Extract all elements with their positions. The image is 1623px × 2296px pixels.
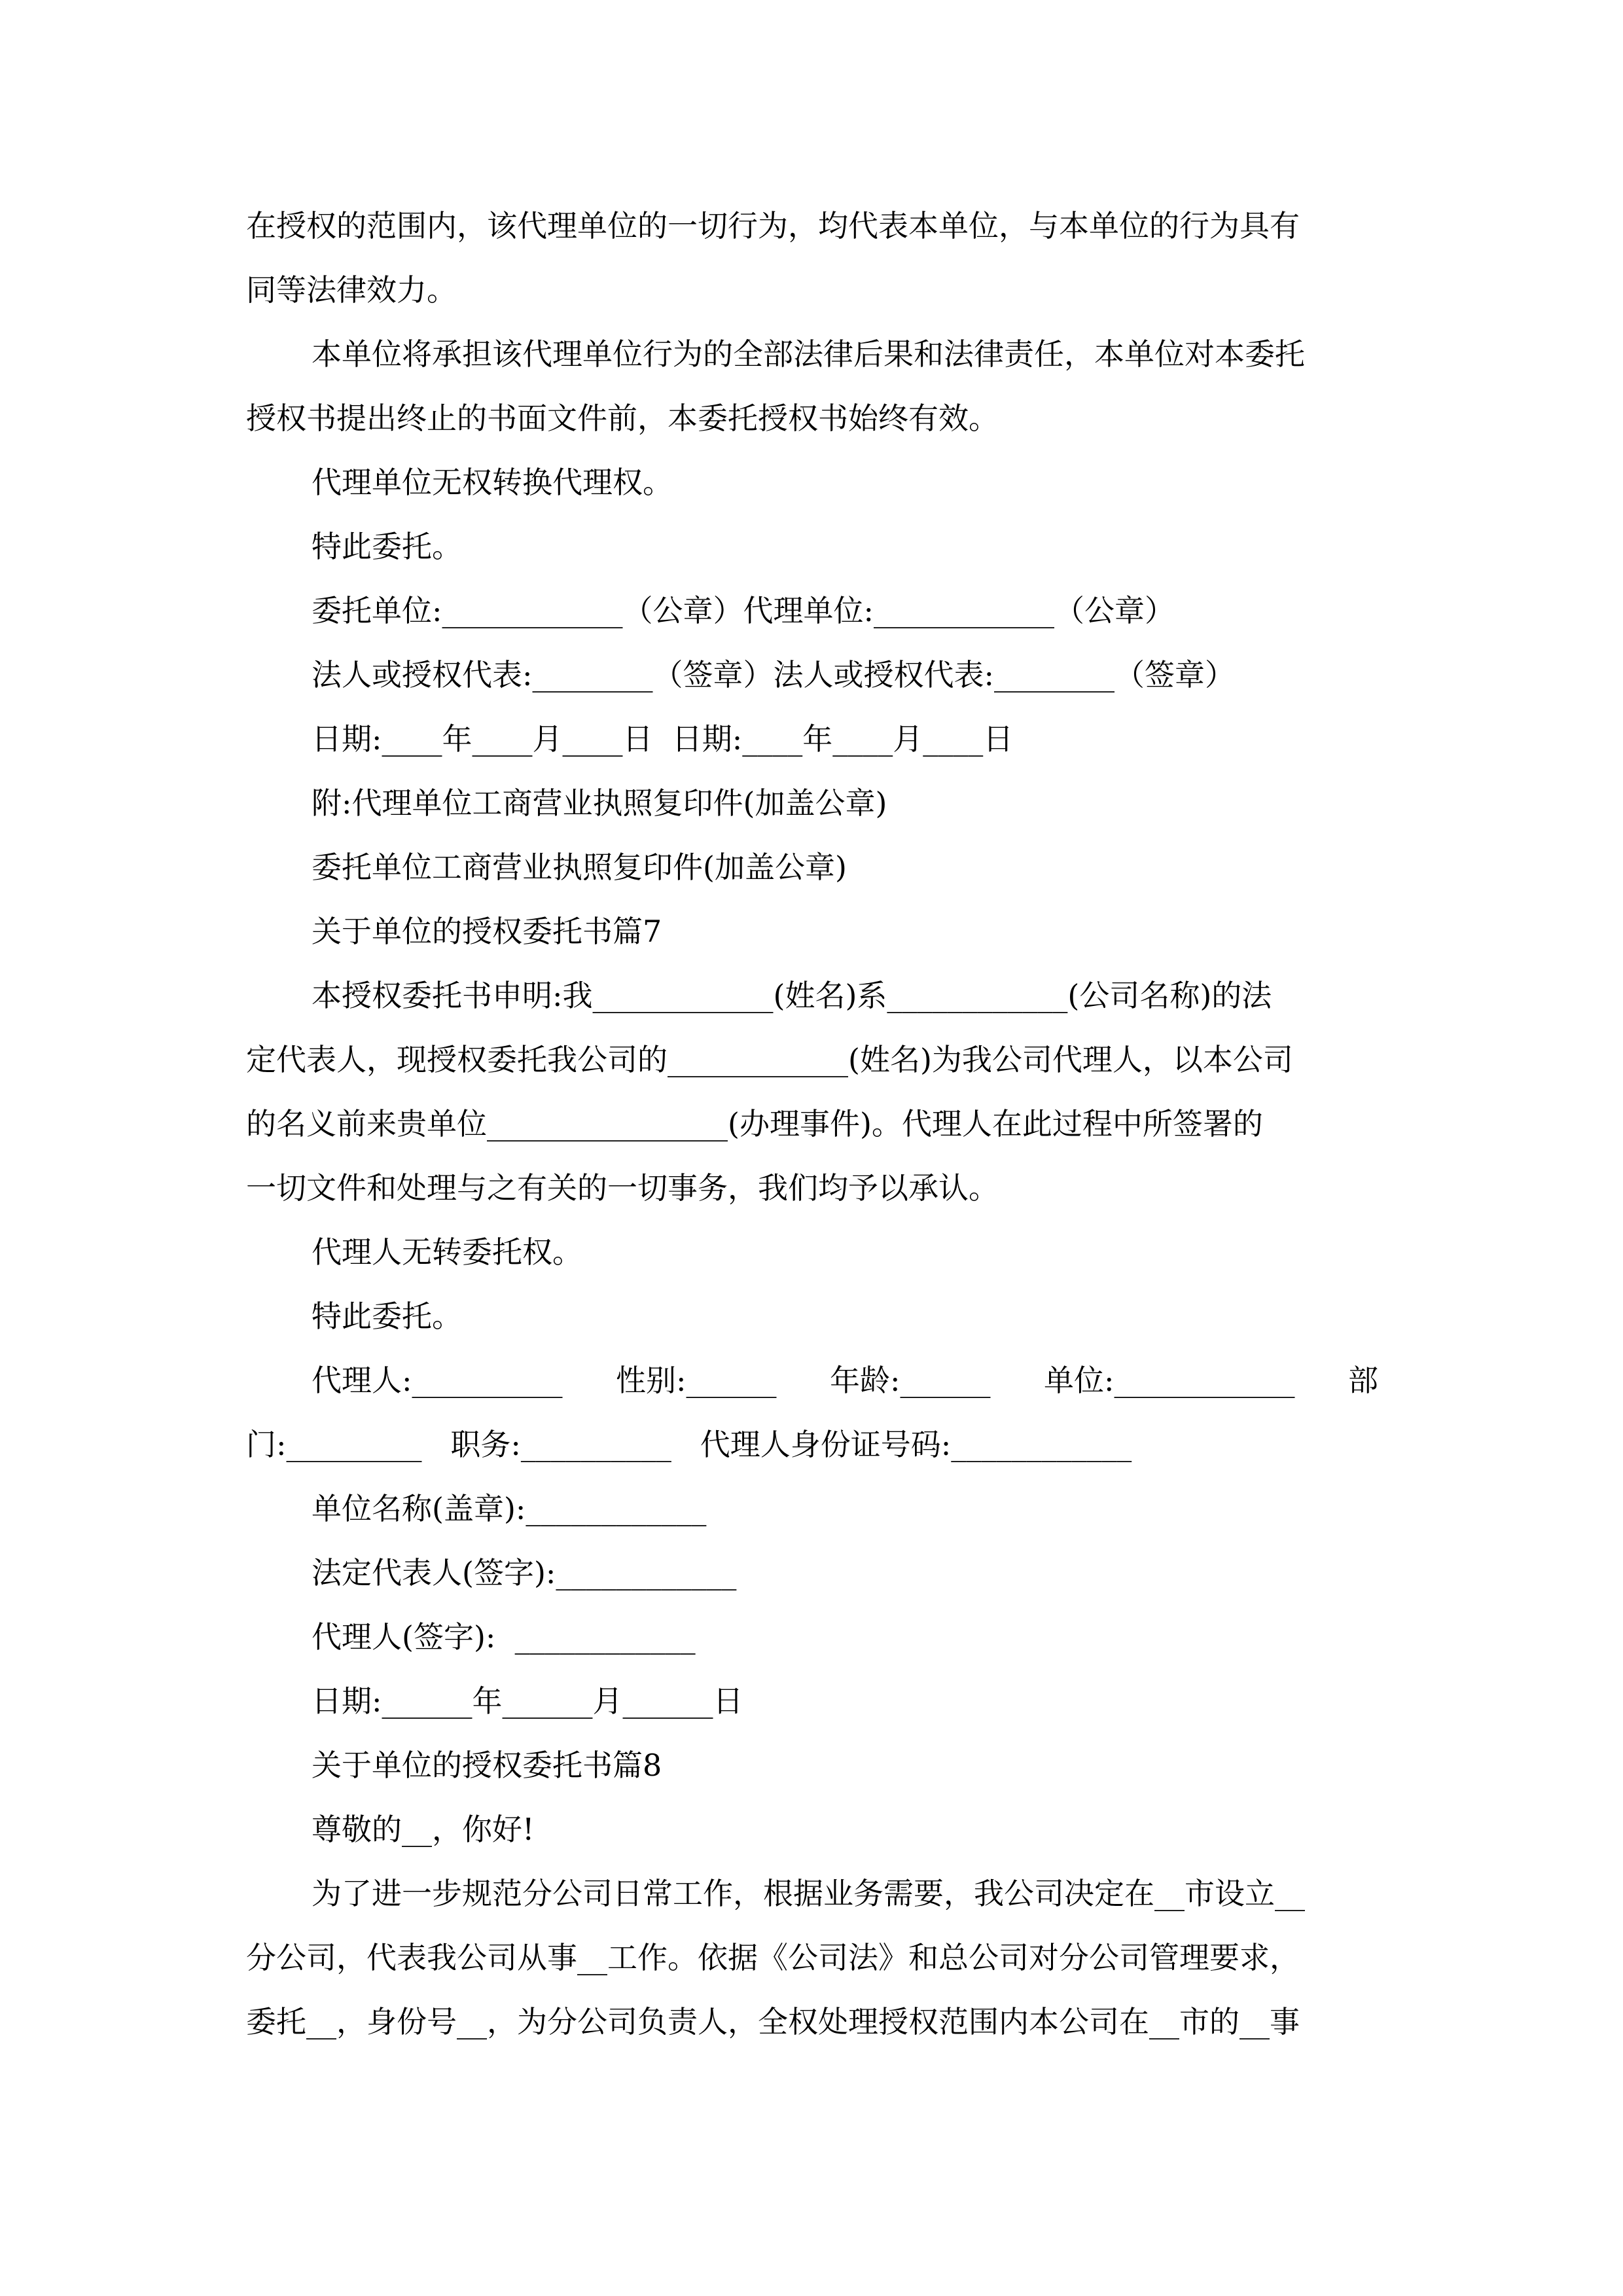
form-line-legal-representative: 法人或授权代表:________（签章）法人或授权代表:________（签章） [312,657,1235,692]
paragraph-line: 特此委托。 [312,1299,462,1334]
paragraph-line: 定代表人，现授权委托我公司的____________(姓名)为我公司代理人，以本公司 [246,1042,1293,1077]
paragraph-line: 本单位将承担该代理单位行为的全部法律后果和法律责任，本单位对本委托 [312,336,1305,372]
paragraph-line: 本授权委托书申明:我____________(姓名)系____________(公司名称)的法 [312,978,1272,1013]
paragraph-line: 特此委托。 [312,529,462,564]
salutation: 尊敬的__，你好! [312,1812,535,1847]
form-line-entrusting-unit: 委托单位:____________（公章）代理单位:____________（公章） [312,593,1175,628]
paragraph-line: 一切文件和处理与之有关的一切事务，我们均予以承认。 [246,1170,999,1206]
paragraph-line: 代理人无转委托权。 [312,1234,582,1270]
form-line-date: 日期:______年______月______日 [312,1683,743,1719]
section-title: 关于单位的授权委托书篇8 [312,1748,662,1783]
gender-field: 性别:______ [616,1363,777,1398]
department-field-start: 部 [1348,1363,1378,1398]
paragraph-line: 委托__，身份号__，为分公司负责人，全权处理授权范围内本公司在__市的__事 [246,2004,1300,2039]
attachment-note: 附:代理单位工商营业执照复印件(加盖公章) [312,785,887,821]
form-line-agent-info [312,1348,1378,1412]
paragraph-line: 代理单位无权转换代理权。 [312,465,673,500]
form-line-date: 日期:____年____月____日 日期:____年____月____日 [312,721,1014,757]
form-line-unit-seal: 单位名称(盖章):____________ [312,1491,707,1526]
paragraph-line: 的名义前来贵单位________________(办理事件)。代理人在此过程中所签署的 [246,1106,1263,1141]
age-field: 年龄:______ [830,1363,991,1398]
paragraph-line: 分公司，代表我公司从事__工作。依据《公司法》和总公司对分公司管理要求， [246,1940,1300,1975]
form-line-legal-rep-sign: 法定代表人(签字):____________ [312,1555,737,1590]
paragraph-line: 为了进一步规范分公司日常工作，根据业务需要，我公司决定在__市设立__ [312,1876,1305,1911]
agent-name-field: 代理人:__________ [312,1363,563,1398]
attachment-note: 委托单位工商营业执照复印件(加盖公章) [312,850,847,885]
paragraph-line: 在授权的范围内，该代理单位的一切行为，均代表本单位，与本单位的行为具有 [246,208,1300,243]
unit-field: 单位:____________ [1044,1363,1295,1398]
section-title: 关于单位的授权委托书篇7 [312,914,662,949]
paragraph-line: 授权书提出终止的书面文件前，本委托授权书始终有效。 [246,401,999,436]
paragraph-line: 同等法律效力。 [246,272,457,308]
form-line-agent-info-cont: 门:_________ 职务:__________ 代理人身份证号码:____________ [246,1427,1132,1462]
form-line-agent-sign: 代理人(签字): ____________ [312,1619,696,1655]
